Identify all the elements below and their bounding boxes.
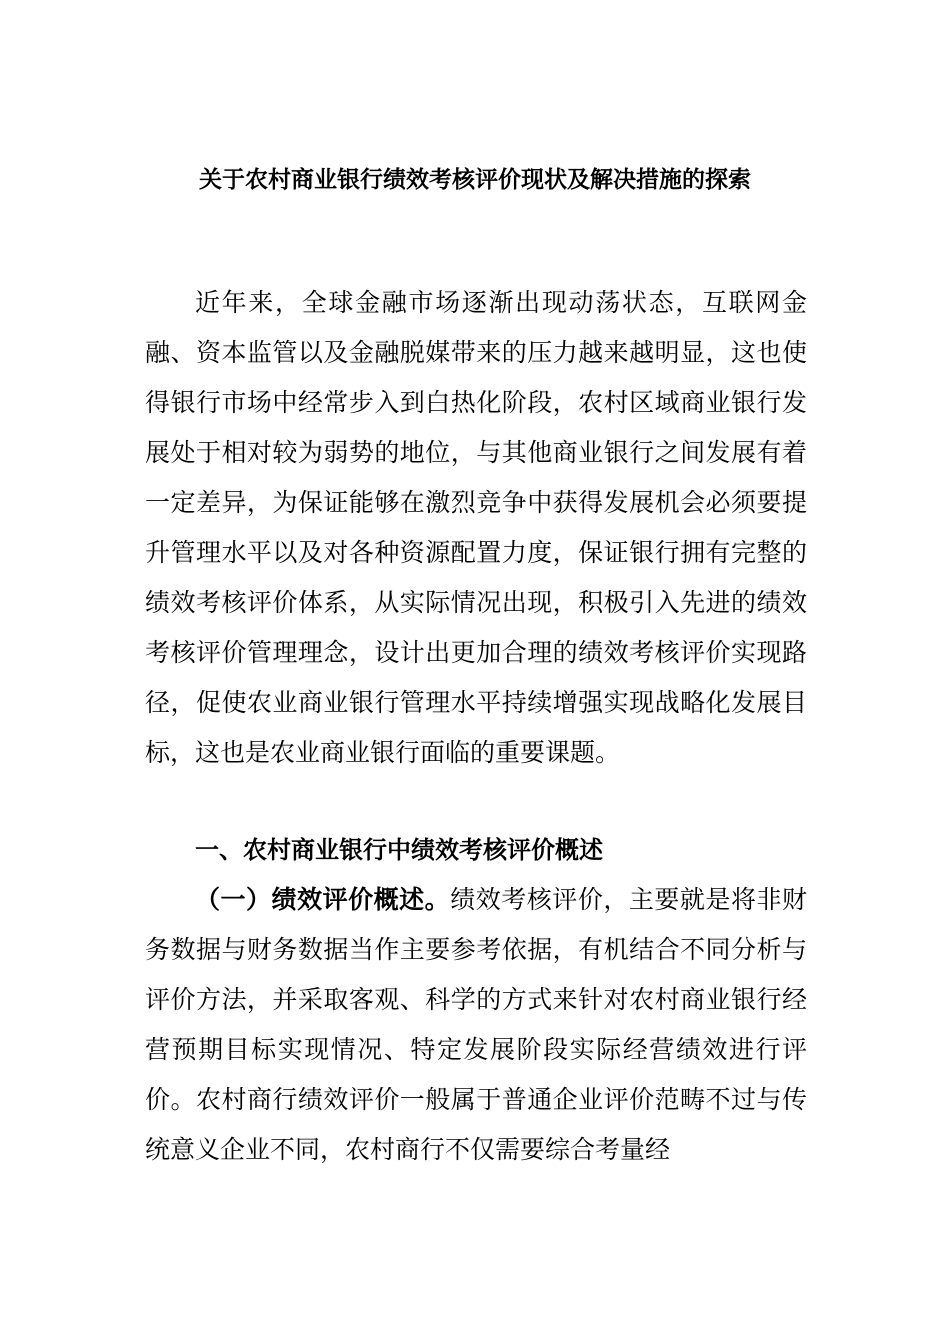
subsection-text: 绩效考核评价，主要就是将非财务数据与财务数据当作主要参考依据，有机结合不同分析与评价方法，并采取客观、科学的方式来针对农村商业银行经营预期目标实现情况、特定发展阶段实际经营绩效进行评价。农村商行绩效评价一般属于普通企业评价范畴不过与传统意义企业不同，农村商行不仅需要综合考量经	[145, 885, 807, 1164]
document-title: 关于农村商业银行绩效考核评价现状及解决措施的探索	[199, 167, 751, 193]
section-heading: 一、农村商业银行中绩效考核评价概述	[195, 836, 603, 864]
subsection-heading: （一）绩效评价概述。	[195, 885, 451, 914]
intro-paragraph: 近年来，全球金融市场逐渐出现动荡状态，互联网金融、资本监管以及金融脱媒带来的压力越来越明显，这也使得银行市场中经常步入到白热化阶段，农村区域商业银行发展处于相对较为弱势的地位，与其他商业银行之间发展有着一定差异，为保证能够在激烈竞争中获得发展机会必须要提升管理水平以及对各种资源配置力度，保证银行拥有完整的绩效考核评价体系，从实际情况出现，积极引入先进的绩效考核评价管理理念，设计出更加合理的绩效考核评价实现路径，促使农业商业银行管理水平持续增强实现战略化发展目标，这也是农业商业银行面临的重要课题。	[145, 288, 807, 767]
subsection-paragraph	[145, 875, 807, 1175]
